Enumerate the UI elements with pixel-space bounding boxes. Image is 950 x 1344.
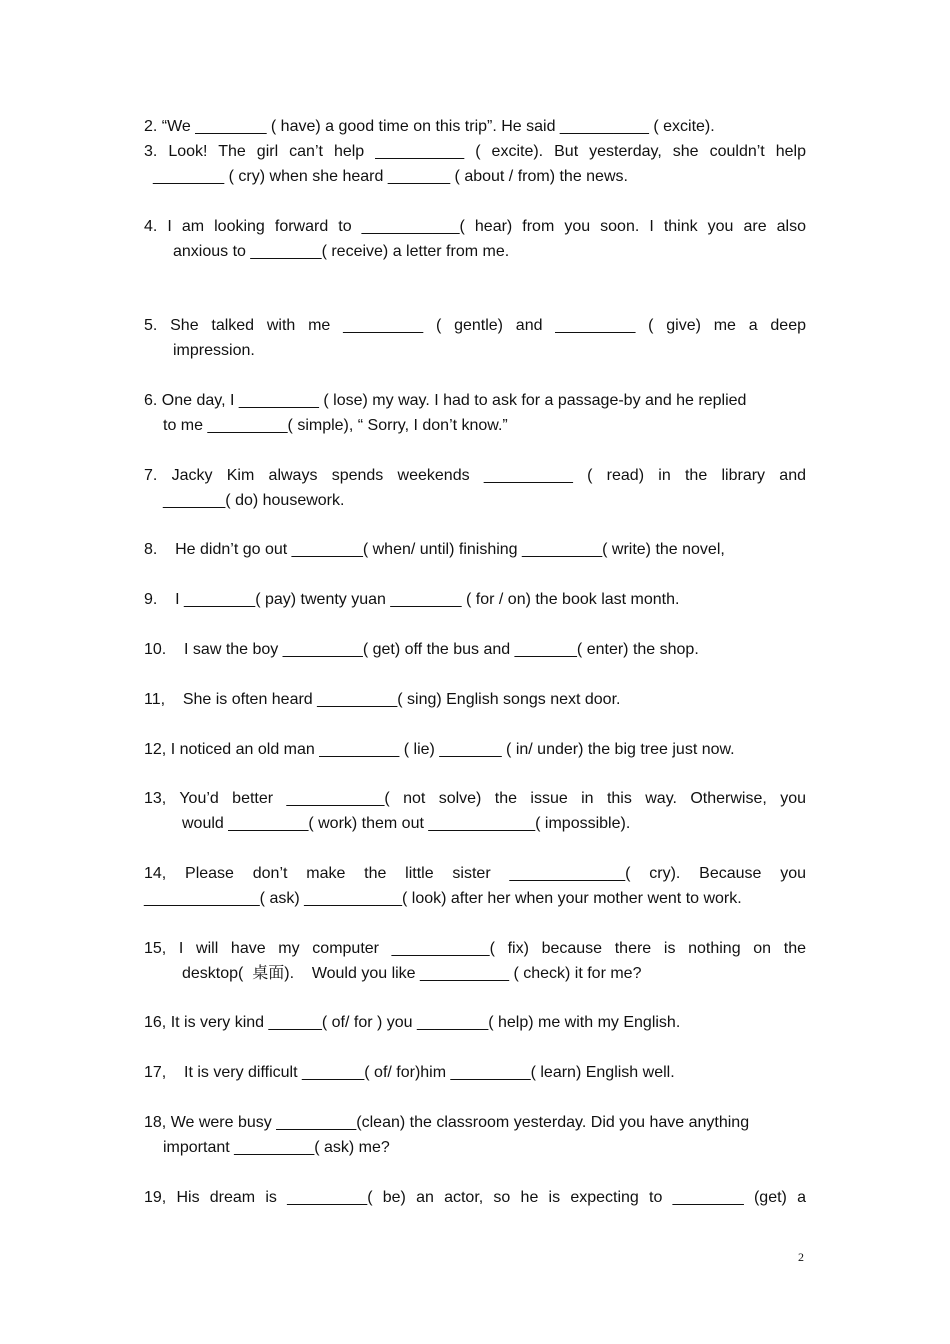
question-8: 8. He didn’t go out ________( when/ until) finishing _________( write) the novel, — [144, 541, 725, 558]
question-14-line-2: _____________( ask) ___________( look) after her when your mother went to work. — [144, 890, 742, 907]
page-number: 2 — [798, 1250, 804, 1264]
question-4-line-2: anxious to ________( receive) a letter from me. — [173, 243, 510, 260]
question-3-line-2: ________ ( cry) when she heard _______ ( about / from) the news. — [153, 168, 628, 185]
question-17: 17, It is very difficult _______( of/ for)him _________( learn) English well. — [144, 1064, 675, 1081]
question-7-line-1: 7. Jacky Kim always spends weekends __________ ( read) in the library and — [144, 467, 806, 484]
question-10: 10. I saw the boy _________( get) off the bus and _______( enter) the shop. — [144, 641, 699, 658]
question-15-line-2: desktop( 桌面). Would you like __________ ( check) it for me? — [182, 965, 642, 982]
question-13-line-2: would _________( work) them out ____________( impossible). — [182, 815, 631, 832]
question-2-line-1: 2. “We ________ ( have) a good time on this trip”. He said __________ ( excite). — [144, 118, 715, 135]
question-9: 9. I ________( pay) twenty yuan ________ ( for / on) the book last month. — [144, 591, 680, 608]
question-11: 11, She is often heard _________( sing) English songs next door. — [144, 691, 621, 708]
question-18-line-2: important _________( ask) me? — [163, 1139, 390, 1156]
question-4-line-1: 4. I am looking forward to ___________( hear) from you soon. I think you are also — [144, 218, 806, 235]
question-5-line-1: 5. She talked with me _________ ( gentle) and _________ ( give) me a deep — [144, 317, 806, 334]
question-12: 12, I noticed an old man _________ ( lie) _______ ( in/ under) the big tree just now. — [144, 741, 735, 758]
question-19-line-1: 19, His dream is _________( be) an actor, so he is expecting to ________ (get) a — [144, 1189, 806, 1206]
question-5-line-2: impression. — [173, 342, 255, 359]
question-6-line-2: to me _________( simple), “ Sorry, I don’t know.” — [163, 417, 508, 434]
question-15-line-1: 15, I will have my computer ___________( fix) because there is nothing on the — [144, 940, 806, 957]
question-18-line-1: 18, We were busy _________(clean) the classroom yesterday. Did you have anything — [144, 1114, 750, 1131]
question-16: 16, It is very kind ______( of/ for ) you ________( help) me with my English. — [144, 1014, 681, 1031]
question-3-line-1: 3. Look! The girl can’t help __________ ( excite). But yesterday, she couldn’t help — [144, 143, 806, 160]
question-14-line-1: 14, Please don’t make the little sister _____________( cry). Because you — [144, 865, 806, 882]
question-13-line-1: 13, You’d better ___________( not solve) the issue in this way. Otherwise, you — [144, 790, 806, 807]
question-6-line-1: 6. One day, I _________ ( lose) my way. I had to ask for a passage-by and he replied — [144, 392, 747, 409]
question-7-line-2: _______( do) housework. — [163, 492, 345, 509]
